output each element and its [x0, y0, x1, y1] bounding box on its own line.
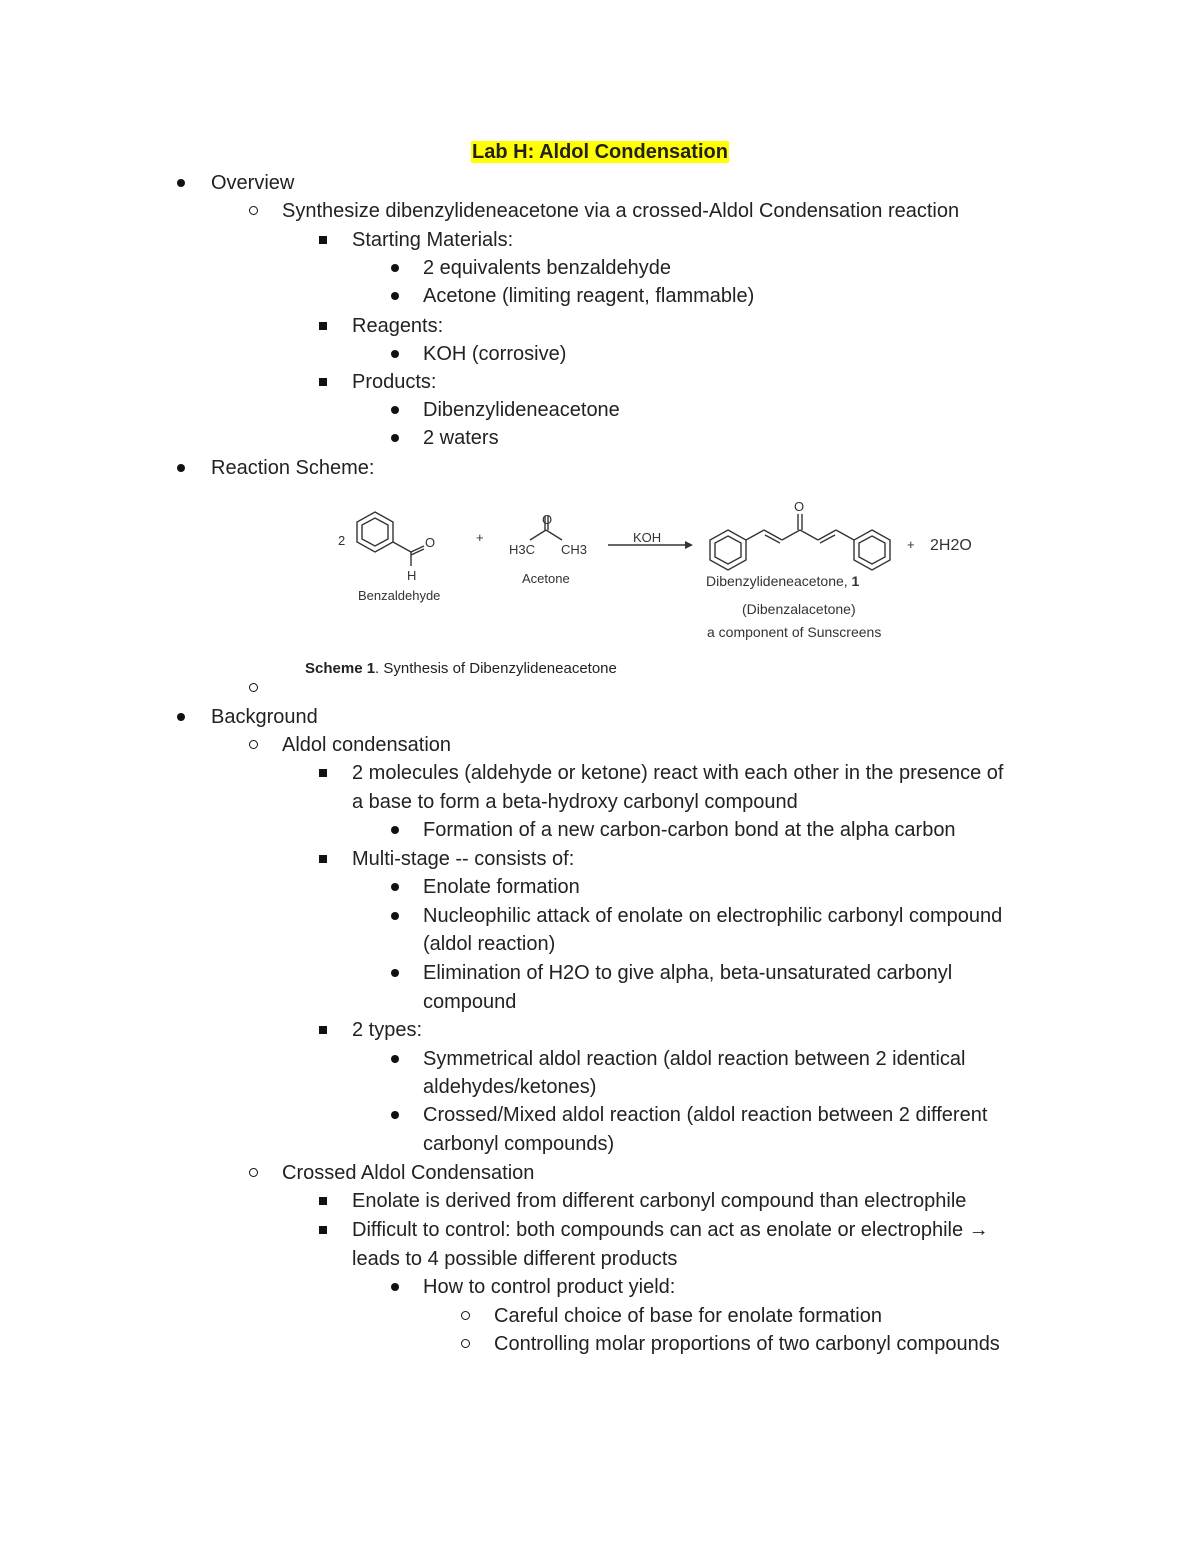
list-item-waters: 2 waters	[423, 424, 499, 452]
plus-sign: +	[907, 537, 915, 552]
hollow-bullet-icon	[249, 1168, 258, 1177]
list-item-molecules-cont: a base to form a beta-hydroxy carbonyl compound	[352, 791, 798, 813]
list-item-products: Products:	[352, 368, 436, 396]
square-bullet-icon	[319, 1026, 327, 1034]
oxygen-label: O	[542, 512, 553, 527]
bullet-icon	[177, 464, 185, 472]
list-item-multistage: Multi-stage -- consists of:	[352, 845, 574, 873]
methyl-left-label: H3C	[509, 542, 536, 557]
list-item-acetone: Acetone (limiting reagent, flammable)	[423, 282, 754, 310]
coefficient: 2	[338, 533, 346, 548]
list-item-koh: KOH (corrosive)	[423, 340, 566, 368]
reagent-label: KOH	[633, 530, 662, 545]
bullet-icon	[177, 179, 185, 187]
bond	[820, 535, 835, 543]
bullet-icon	[391, 1111, 399, 1119]
bond	[411, 549, 424, 555]
bond	[782, 530, 800, 540]
list-item-symmetrical-cont: aldehydes/ketones)	[423, 1076, 597, 1098]
list-item-types: 2 types:	[352, 1016, 422, 1044]
list-item-formation: Formation of a new carbon-carbon bond at the alpha carbon	[423, 816, 956, 844]
hollow-bullet-icon	[461, 1311, 470, 1320]
list-item-enolate: Enolate formation	[423, 873, 580, 901]
hollow-bullet-icon	[461, 1339, 470, 1348]
list-item-enolate-derived: Enolate is derived from different carbonyl compound than electrophile	[352, 1187, 966, 1215]
list-item-benzaldehyde: 2 equivalents benzaldehyde	[423, 254, 671, 282]
list-item-empty	[282, 674, 302, 702]
list-item-elimination-cont: compound	[423, 991, 517, 1013]
bullet-icon	[177, 713, 185, 721]
hollow-bullet-icon	[249, 740, 258, 749]
hollow-bullet-icon	[249, 683, 258, 692]
list-item-molecules: 2 molecules (aldehyde or ketone) react with each other in the presence of	[352, 759, 1003, 787]
list-item-aldol: Aldol condensation	[282, 731, 451, 759]
reaction-scheme-figure	[300, 490, 1000, 690]
product-alt-name: (Dibenzalacetone)	[742, 601, 856, 617]
list-item-howto: How to control product yield:	[423, 1273, 675, 1301]
list-item-overview: Overview	[211, 169, 294, 197]
bond	[393, 542, 411, 552]
reaction-scheme-svg	[300, 490, 1000, 690]
benzene-ring-inner	[859, 536, 885, 564]
bond	[836, 530, 854, 540]
list-item-nucleophilic-cont: (aldol reaction)	[423, 933, 556, 955]
acetone-label: Acetone	[522, 571, 570, 586]
product-label: Dibenzylideneacetone, 1	[706, 573, 860, 589]
list-item-reagents: Reagents:	[352, 312, 443, 340]
list-item-symmetrical: Symmetrical aldol reaction (aldol reaction between 2 identical	[423, 1045, 966, 1073]
square-bullet-icon	[319, 378, 327, 386]
bullet-icon	[391, 883, 399, 891]
plus-sign: +	[476, 530, 484, 545]
bond	[746, 530, 764, 540]
oxygen-label: O	[794, 499, 805, 514]
bullet-icon	[391, 350, 399, 358]
hollow-bullet-icon	[249, 206, 258, 215]
list-item-starting: Starting Materials:	[352, 226, 513, 254]
list-item-difficult-cont: leads to 4 possible different products	[352, 1248, 678, 1270]
bullet-icon	[391, 1283, 399, 1291]
bullet-icon	[391, 826, 399, 834]
square-bullet-icon	[319, 1226, 327, 1234]
bullet-icon	[391, 406, 399, 414]
document-title	[0, 141, 1200, 164]
bullet-icon	[391, 969, 399, 977]
oxygen-label: O	[425, 535, 436, 550]
square-bullet-icon	[319, 1197, 327, 1205]
list-item-nucleophilic: Nucleophilic attack of enolate on electrophilic carbonyl compound	[423, 902, 1002, 930]
scheme-caption: Scheme 1. Synthesis of Dibenzylideneacetone	[305, 660, 617, 677]
bond	[800, 530, 818, 540]
bond	[411, 546, 424, 552]
bullet-icon	[391, 264, 399, 272]
bond	[530, 530, 546, 540]
water-label: 2H2O	[930, 537, 972, 554]
bond	[546, 530, 562, 540]
square-bullet-icon	[319, 236, 327, 244]
square-bullet-icon	[319, 769, 327, 777]
hydrogen-label: H	[407, 568, 417, 583]
list-item-molar: Controlling molar proportions of two carbonyl compounds	[494, 1330, 1000, 1358]
list-item-background: Background	[211, 703, 318, 731]
list-item-difficult: Difficult to control: both compounds can act as enolate or electrophile →	[352, 1216, 989, 1244]
bullet-icon	[391, 434, 399, 442]
arrow-head	[685, 541, 693, 549]
square-bullet-icon	[319, 855, 327, 863]
list-item-elimination: Elimination of H2O to give alpha, beta-unsaturated carbonyl	[423, 959, 952, 987]
title-text: Lab H: Aldol Condensation	[472, 141, 728, 163]
list-item-careful: Careful choice of base for enolate formation	[494, 1302, 882, 1330]
benzene-ring-inner	[715, 536, 741, 564]
methyl-right-label: CH3	[561, 542, 588, 557]
list-item-crossed-mixed: Crossed/Mixed aldol reaction (aldol reaction between 2 different	[423, 1101, 987, 1129]
bullet-icon	[391, 292, 399, 300]
bullet-icon	[391, 912, 399, 920]
list-item-crossed-mixed-cont: carbonyl compounds)	[423, 1133, 615, 1155]
benzaldehyde-label: Benzaldehyde	[358, 588, 441, 603]
benzene-ring-inner	[362, 518, 388, 546]
list-item-reaction-scheme: Reaction Scheme:	[211, 454, 374, 482]
list-item-dba: Dibenzylideneacetone	[423, 396, 620, 424]
list-item-crossed-condensation: Crossed Aldol Condensation	[282, 1159, 534, 1187]
list-item-synth: Synthesize dibenzylideneacetone via a crossed-Aldol Condensation reaction	[282, 197, 959, 225]
product-note: a component of Sunscreens	[707, 624, 882, 640]
square-bullet-icon	[319, 322, 327, 330]
bullet-icon	[391, 1055, 399, 1063]
bond	[765, 535, 780, 543]
